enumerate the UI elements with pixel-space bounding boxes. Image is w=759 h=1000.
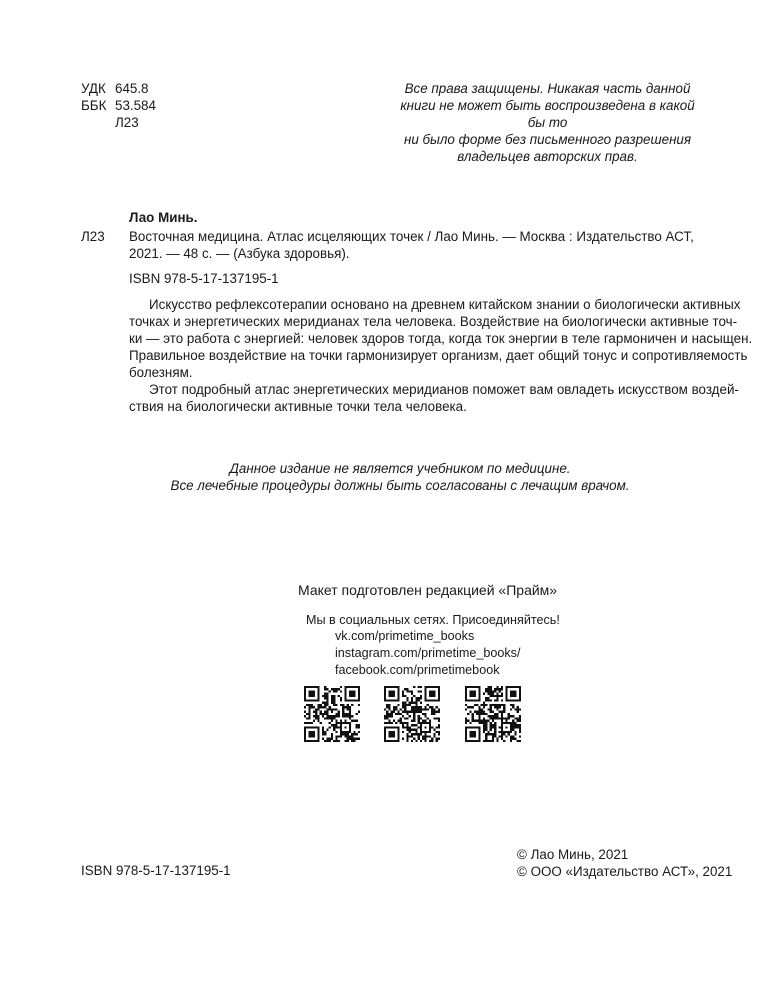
isbn: ISBN 978-5-17-137195-1 bbox=[129, 271, 279, 286]
biblio-line: 2021. — 48 с. — (Азбука здоровья). bbox=[129, 246, 350, 261]
social-heading: Мы в социальных сетях. Присоединяйтесь! bbox=[306, 613, 560, 627]
annotation-line: болезням. bbox=[129, 365, 193, 380]
social-links bbox=[335, 628, 520, 679]
rights-line: Все права защищены. Никакая часть данной bbox=[404, 81, 691, 96]
author-heading: Лао Минь. bbox=[129, 210, 198, 225]
author-mark: Л23 bbox=[81, 229, 105, 244]
disclaimer-line: Все лечебные процедуры должны быть согласованы с лечащим врачом. bbox=[170, 478, 630, 493]
prepared-by: Макет подготовлен редакцией «Прайм» bbox=[298, 582, 558, 598]
instagram-link[interactable]: instagram.com/primetime_books/ bbox=[335, 646, 521, 660]
copyright-block bbox=[517, 846, 732, 880]
annotation-line: Этот подробный атлас энергетических меридианов поможет вам овладеть искусством воздей- bbox=[149, 382, 739, 397]
copyright-publisher: © ООО «Издательство АСТ», 2021 bbox=[517, 864, 733, 879]
annotation-line: ствия на биологически активные точки тела человека. bbox=[129, 399, 467, 414]
rights-notice bbox=[390, 80, 705, 165]
instagram-qr-code[interactable] bbox=[384, 686, 440, 742]
facebook-link[interactable]: facebook.com/primetimebook bbox=[335, 663, 500, 677]
annotation-line: Искусство рефлексотерапии основано на древнем китайском знании о биологически активных bbox=[149, 297, 741, 312]
rights-line: книги не может быть воспроизведена в какой бы то bbox=[400, 98, 695, 130]
annotation-line: Правильное воздействие на точки гармонизирует организм, дает общий тонус и сопротивляемость bbox=[129, 348, 748, 363]
bbk-label: ББК bbox=[81, 98, 107, 113]
udk-value: 645.8 bbox=[115, 81, 149, 96]
facebook-qr-code[interactable] bbox=[465, 686, 521, 742]
biblio-line: Восточная медицина. Атлас исцеляющих точек / Лао Минь. — Москва : Издательство АСТ, bbox=[129, 229, 694, 244]
footer-isbn: ISBN 978-5-17-137195-1 bbox=[81, 863, 231, 878]
bibliographic-description bbox=[129, 228, 699, 262]
copyright-author: © Лао Минь, 2021 bbox=[517, 847, 629, 862]
udk-label: УДК bbox=[81, 81, 106, 96]
udk-line bbox=[81, 80, 149, 97]
disclaimer bbox=[120, 460, 680, 494]
rights-line: владельцев авторских прав. bbox=[457, 149, 638, 164]
annotation bbox=[129, 296, 753, 415]
bbk-value: 53.584 bbox=[115, 98, 156, 113]
disclaimer-line: Данное издание не является учебником по медицине. bbox=[229, 461, 571, 476]
author-mark-top: Л23 bbox=[115, 115, 139, 130]
vk-link[interactable]: vk.com/primetime_books bbox=[335, 629, 475, 643]
bbk-line bbox=[81, 97, 156, 114]
annotation-line: ки — это работа с энергией: человек здоров тогда, когда ток энергии в теле гармоничен и насыщен. bbox=[129, 331, 753, 346]
vk-qr-code[interactable] bbox=[304, 686, 360, 742]
annotation-line: точках и энергетических меридианах тела человека. Воздействие на биологически активные точ- bbox=[129, 314, 738, 329]
rights-line: ни было форме без письменного разрешения bbox=[403, 132, 692, 147]
